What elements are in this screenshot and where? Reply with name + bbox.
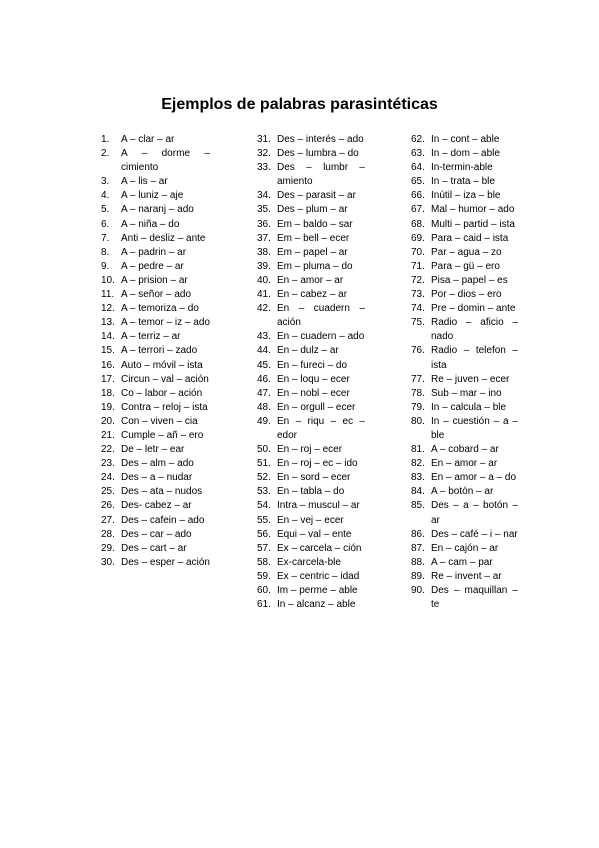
list-item [257, 288, 365, 302]
item-word: Des – a – botón – ar [431, 500, 518, 526]
list-item [411, 133, 518, 147]
list-item [411, 147, 518, 161]
item-word: Par – agua – zo [431, 246, 502, 258]
list-item [101, 485, 210, 499]
item-word: In – trata – ble [431, 176, 495, 188]
list-item [411, 528, 518, 542]
item-word: A – señor – ado [121, 289, 192, 301]
item-number: 5. [101, 204, 110, 216]
item-number: 41. [257, 289, 271, 301]
item-word: Des – maquillan – te [431, 585, 518, 611]
item-word: En – vej – ecer [277, 514, 344, 526]
item-word: Em – pluma – do [277, 260, 353, 272]
list-item [257, 232, 365, 246]
item-number: 52. [257, 472, 271, 484]
item-word: En – cajón – ar [431, 542, 499, 554]
list-item [257, 161, 365, 189]
item-word: Ex – carcela – ción [277, 542, 362, 554]
list-item [101, 359, 210, 373]
item-word: Des – plum – ar [277, 204, 348, 216]
page-title: Ejemplos de palabras parasintéticas [161, 96, 438, 113]
item-word: Intra – muscul – ar [277, 500, 360, 512]
item-word: Ex-carcela-ble [277, 556, 341, 568]
item-number: 64. [411, 162, 425, 174]
item-number: 58. [257, 556, 271, 568]
item-number: 77. [411, 373, 425, 385]
item-word: Pisa – papel – es [431, 274, 508, 286]
list-item [411, 288, 518, 302]
item-word: Anti – desliz – ante [121, 232, 206, 244]
item-number: 30. [101, 556, 115, 568]
word-list-column-2 [257, 133, 365, 612]
item-word: A – cobard – ar [431, 444, 499, 456]
item-number: 47. [257, 387, 271, 399]
list-item [101, 330, 210, 344]
list-item [257, 528, 365, 542]
item-word: Co – labor – ación [121, 387, 203, 399]
item-word: In – alcanz – able [277, 599, 356, 611]
item-number: 84. [411, 486, 425, 498]
item-number: 19. [101, 401, 115, 413]
item-word: Mal – humor – ado [431, 204, 515, 216]
item-number: 87. [411, 542, 425, 554]
item-number: 18. [101, 387, 115, 399]
item-number: 81. [411, 444, 425, 456]
item-number: 39. [257, 260, 271, 272]
list-item [101, 133, 210, 147]
list-item [101, 288, 210, 302]
item-word: A – cam – par [431, 556, 493, 568]
list-item [411, 260, 518, 274]
list-item [411, 542, 518, 556]
item-number: 21. [101, 429, 115, 441]
item-word: Con – viven – cia [121, 415, 198, 427]
list-item [101, 457, 210, 471]
item-number: 60. [257, 585, 271, 596]
list-item [411, 443, 518, 457]
item-word: Des – café – i – nar [431, 528, 518, 540]
word-list-column-1 [101, 133, 210, 570]
item-number: 32. [257, 148, 271, 160]
list-item [257, 443, 365, 457]
item-number: 40. [257, 274, 271, 286]
item-number: 31. [257, 134, 271, 145]
item-word: Des – a – nudar [121, 472, 193, 484]
item-number: 65. [411, 176, 425, 188]
item-word: Des – cart – ar [121, 542, 187, 554]
list-item [411, 344, 518, 372]
list-item [411, 246, 518, 260]
item-number: 23. [101, 458, 115, 470]
item-number: 33. [257, 162, 271, 174]
item-number: 15. [101, 345, 115, 357]
item-word: A – temoriza – do [121, 303, 199, 315]
list-item [101, 415, 210, 429]
list-item [257, 359, 365, 373]
item-word: Re – invent – ar [431, 570, 502, 582]
item-number: 42. [257, 303, 271, 315]
list-item [101, 373, 210, 387]
item-word: In – calcula – ble [431, 401, 507, 413]
list-item [101, 556, 210, 570]
item-word: En – roj – ec – ido [277, 458, 358, 470]
item-number: 50. [257, 444, 271, 456]
list-item [411, 175, 518, 189]
item-number: 66. [411, 190, 425, 202]
item-number: 2. [101, 148, 110, 160]
item-number: 36. [257, 218, 271, 230]
item-number: 38. [257, 246, 271, 258]
list-item [101, 147, 210, 175]
item-number: 54. [257, 500, 271, 512]
list-item [101, 401, 210, 415]
item-word: In – cuestión – a – ble [431, 415, 518, 441]
list-item [257, 302, 365, 330]
list-item [411, 274, 518, 288]
item-word: En – dulz – ar [277, 345, 339, 357]
item-word: Des – esper – ación [121, 556, 210, 568]
list-item [411, 189, 518, 203]
item-word: Des – parasit – ar [277, 190, 356, 202]
list-item [411, 415, 518, 443]
item-word: Des – alm – ado [121, 458, 194, 470]
list-item [101, 203, 210, 217]
item-word: A – niña – do [121, 218, 180, 230]
item-number: 3. [101, 176, 110, 188]
item-word: De – letr – ear [121, 444, 185, 456]
list-item [257, 457, 365, 471]
item-word: En – orgull – ecer [277, 401, 356, 413]
list-item [411, 584, 518, 612]
item-word: Ex – centric – idad [277, 570, 360, 582]
list-item [411, 316, 518, 344]
item-word: Des – lumbra – do [277, 148, 359, 160]
list-item [257, 499, 365, 513]
list-item [411, 471, 518, 485]
item-word: A – clar – ar [121, 134, 175, 145]
item-number: 86. [411, 528, 425, 540]
item-number: 26. [101, 500, 115, 512]
list-item [257, 401, 365, 415]
item-number: 4. [101, 190, 110, 202]
item-number: 82. [411, 458, 425, 470]
item-word: In – dom – able [431, 148, 500, 160]
item-number: 1. [101, 134, 110, 145]
list-item [101, 514, 210, 528]
item-number: 6. [101, 218, 110, 230]
list-item [257, 556, 365, 570]
item-word: A – padrin – ar [121, 246, 187, 258]
item-number: 88. [411, 556, 425, 568]
list-item [101, 499, 210, 513]
item-number: 72. [411, 274, 425, 286]
item-word: Des – car – ado [121, 528, 192, 540]
item-number: 10. [101, 274, 115, 286]
item-word: Equi – val – ente [277, 528, 352, 540]
item-number: 57. [257, 542, 271, 554]
list-item [101, 443, 210, 457]
list-item [257, 133, 365, 147]
item-number: 90. [411, 585, 425, 596]
list-item [411, 401, 518, 415]
list-item [101, 344, 210, 358]
item-number: 76. [411, 345, 425, 357]
item-word: En – amor – ar [431, 458, 498, 470]
item-word: En – sord – ecer [277, 472, 351, 484]
item-word: Contra – reloj – ista [121, 401, 208, 413]
list-item [101, 218, 210, 232]
list-item [101, 316, 210, 330]
item-number: 27. [101, 514, 115, 526]
item-number: 85. [411, 500, 425, 512]
item-word: A – lis – ar [121, 176, 168, 188]
item-number: 44. [257, 345, 271, 357]
list-item [411, 302, 518, 316]
list-item [257, 274, 365, 288]
list-item [257, 415, 365, 443]
list-item [257, 189, 365, 203]
list-item [411, 373, 518, 387]
list-item [411, 485, 518, 499]
list-item [411, 161, 518, 175]
list-item [257, 598, 365, 612]
item-word: A – botón – ar [431, 486, 494, 498]
list-item [257, 542, 365, 556]
item-number: 22. [101, 444, 115, 456]
list-item [257, 147, 365, 161]
list-item [257, 218, 365, 232]
item-word: A – luniz – aje [121, 190, 184, 202]
item-word: Sub – mar – ino [431, 387, 502, 399]
item-word: Radio – telefon – ista [431, 345, 518, 371]
list-item [101, 429, 210, 443]
item-word: Auto – móvil – ista [121, 359, 203, 371]
list-item [257, 514, 365, 528]
item-word: Des – cafein – ado [121, 514, 205, 526]
item-number: 89. [411, 570, 425, 582]
item-number: 79. [411, 401, 425, 413]
list-item [257, 485, 365, 499]
list-item [101, 471, 210, 485]
item-number: 43. [257, 331, 271, 343]
item-word: En – cuadern – ación [277, 303, 365, 329]
list-item [257, 584, 365, 598]
list-item [411, 570, 518, 584]
item-word: A – dorme – cimiento [121, 148, 210, 174]
item-number: 16. [101, 359, 115, 371]
list-item [257, 570, 365, 584]
list-item [101, 542, 210, 556]
item-word: Por – dios – ero [431, 289, 502, 301]
item-number: 48. [257, 401, 271, 413]
list-item [257, 373, 365, 387]
item-word: A – naranj – ado [121, 204, 194, 216]
item-number: 45. [257, 359, 271, 371]
item-word: En – fureci – do [277, 359, 348, 371]
item-word: A – prision – ar [121, 274, 188, 286]
item-number: 49. [257, 415, 271, 427]
list-item [411, 499, 518, 527]
list-item [257, 203, 365, 217]
item-word: A – terriz – ar [121, 331, 181, 343]
item-number: 56. [257, 528, 271, 540]
item-number: 55. [257, 514, 271, 526]
list-item [411, 457, 518, 471]
item-word: Para – gü – ero [431, 260, 500, 272]
item-number: 24. [101, 472, 115, 484]
item-word: Des – ata – nudos [121, 486, 203, 498]
item-word: Em – bell – ecer [277, 232, 350, 244]
item-number: 13. [101, 317, 115, 329]
item-number: 69. [411, 232, 425, 244]
list-item [101, 528, 210, 542]
item-number: 9. [101, 260, 110, 272]
item-word: Inútil – iza – ble [431, 190, 501, 202]
item-word: En – loqu – ecer [277, 373, 350, 385]
item-number: 68. [411, 218, 425, 230]
list-item [411, 203, 518, 217]
list-item [101, 274, 210, 288]
list-item [101, 189, 210, 203]
item-word: Des- cabez – ar [121, 500, 192, 512]
list-item [101, 302, 210, 316]
list-item [411, 232, 518, 246]
item-number: 53. [257, 486, 271, 498]
item-word: Em – baldo – sar [277, 218, 353, 230]
item-number: 20. [101, 415, 115, 427]
item-number: 61. [257, 599, 271, 611]
item-number: 17. [101, 373, 115, 385]
item-number: 7. [101, 232, 110, 244]
list-item [257, 387, 365, 401]
item-number: 51. [257, 458, 271, 470]
item-word: Des – lumbr – amiento [277, 162, 365, 188]
list-item [411, 556, 518, 570]
list-item [411, 387, 518, 401]
list-item [257, 471, 365, 485]
list-item [101, 260, 210, 274]
item-number: 83. [411, 472, 425, 484]
item-word: A – pedre – ar [121, 260, 184, 272]
list-item [101, 246, 210, 260]
list-item [257, 344, 365, 358]
list-item [257, 330, 365, 344]
item-word: En – amor – a – do [431, 472, 517, 484]
item-number: 59. [257, 570, 271, 582]
item-number: 75. [411, 317, 425, 329]
item-number: 73. [411, 289, 425, 301]
item-number: 11. [101, 289, 115, 301]
item-number: 8. [101, 246, 110, 258]
item-word: En – roj – ecer [277, 444, 343, 456]
item-number: 80. [411, 415, 425, 427]
item-word: A – terrori – zado [121, 345, 198, 357]
list-item [101, 232, 210, 246]
list-item [101, 175, 210, 189]
item-number: 62. [411, 134, 425, 145]
item-word: Im – perme – able [277, 585, 358, 596]
item-word: In – cont – able [431, 134, 500, 145]
item-number: 28. [101, 528, 115, 540]
item-word: Multi – partid – ista [431, 218, 515, 230]
item-number: 35. [257, 204, 271, 216]
list-item [101, 387, 210, 401]
item-number: 12. [101, 303, 115, 315]
item-number: 37. [257, 232, 271, 244]
item-word: En – amor – ar [277, 274, 344, 286]
item-number: 70. [411, 246, 425, 258]
item-word: Radio – aficio – nado [431, 317, 518, 343]
item-number: 74. [411, 303, 425, 315]
item-word: Des – interés – ado [277, 134, 364, 145]
list-item [257, 246, 365, 260]
item-number: 71. [411, 260, 425, 272]
item-number: 63. [411, 148, 425, 160]
item-number: 34. [257, 190, 271, 202]
item-word: En – tabla – do [277, 486, 345, 498]
item-number: 78. [411, 387, 425, 399]
word-list-column-3 [411, 133, 518, 612]
item-word: Cumple – añ – ero [121, 429, 204, 441]
item-word: Para – caid – ista [431, 232, 509, 244]
item-number: 29. [101, 542, 115, 554]
item-word: Em – papel – ar [277, 246, 348, 258]
item-number: 14. [101, 331, 115, 343]
item-word: En – nobl – ecer [277, 387, 350, 399]
item-number: 67. [411, 204, 425, 216]
item-number: 25. [101, 486, 115, 498]
item-word: En – riqu – ec – edor [277, 415, 365, 441]
item-word: In-termin-able [431, 162, 493, 174]
list-item [411, 218, 518, 232]
item-word: Circun – val – ación [121, 373, 209, 385]
item-word: En – cuadern – ado [277, 331, 365, 343]
item-number: 46. [257, 373, 271, 385]
item-word: Pre – domin – ante [431, 303, 516, 315]
item-word: En – cabez – ar [277, 289, 348, 301]
item-word: Re – juven – ecer [431, 373, 510, 385]
item-word: A – temor – iz – ado [121, 317, 210, 329]
list-item [257, 260, 365, 274]
